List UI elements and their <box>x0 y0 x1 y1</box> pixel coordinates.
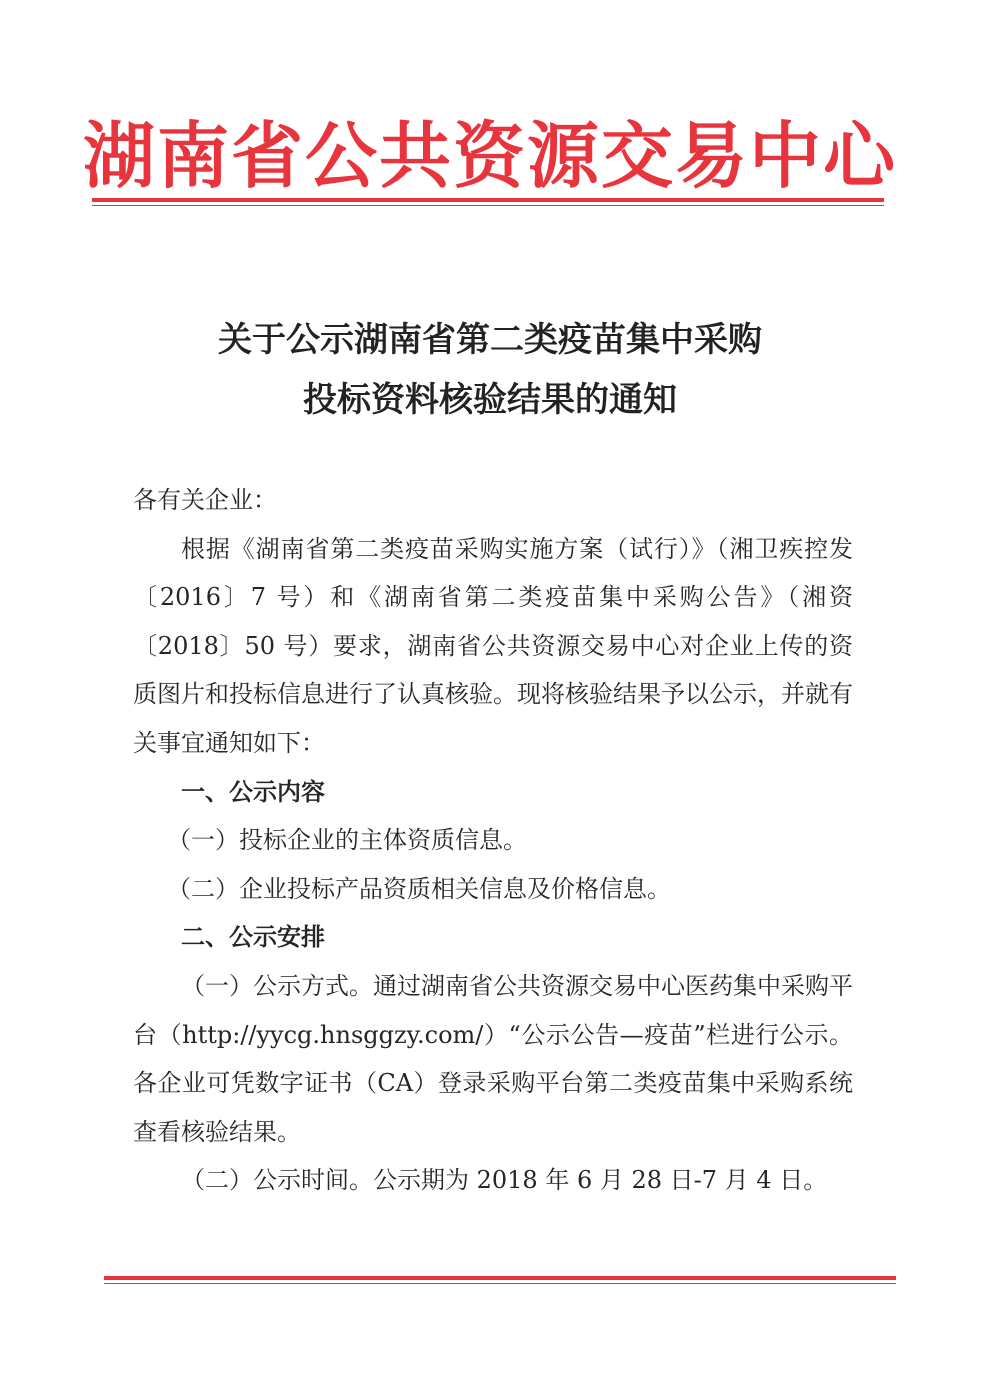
section-1-item-1: （一）投标企业的主体资质信息。 <box>167 826 527 855</box>
section-1-heading: 一、公示内容 <box>181 777 325 806</box>
document-title-line-1: 关于公示湖南省第二类疫苗集中采购 <box>218 320 762 360</box>
document-body <box>133 476 853 1205</box>
salutation: 各有关企业： <box>133 486 277 514</box>
footer-rule-thin <box>104 1283 896 1284</box>
section-2-item-2: （二）公示时间。公示期为 2018 年 6 月 28 日-7 月 4 日。 <box>181 1166 828 1195</box>
intro-paragraph: 根据《湖南省第二类疫苗采购实施方案（试行）》（湘卫疾控发〔2016〕7 号）和《湖南省第二类疫苗集中采购公告》（湘资〔2018〕50 号）要求，湖南省公共资源交易中心对企业上传的资质图片和投标信息进行了认真核验。现将核验结果予以公示，并就有关事宜通知如下： <box>133 534 853 757</box>
letterhead-title: 湖南省公共资源交易中心 <box>82 113 897 198</box>
letterhead-rule-thick <box>92 198 884 202</box>
document-title-line-2: 投标资料核验结果的通知 <box>303 380 677 420</box>
letterhead-rule-thin <box>92 205 884 206</box>
footer-rule-thick <box>104 1276 896 1280</box>
section-2-item-1: （一）公示方式。通过湖南省公共资源交易中心医药集中采购平台（http://yycg.hnsggzy.com/）“公示公告—疫苗”栏进行公示。各企业可凭数字证书（CA）登录采购平台第二类疫苗集中采购系统查看核验结果。 <box>133 971 853 1146</box>
section-2-heading: 二、公示安排 <box>181 923 325 952</box>
section-1-item-2: （二）企业投标产品资质相关信息及价格信息。 <box>167 874 671 903</box>
